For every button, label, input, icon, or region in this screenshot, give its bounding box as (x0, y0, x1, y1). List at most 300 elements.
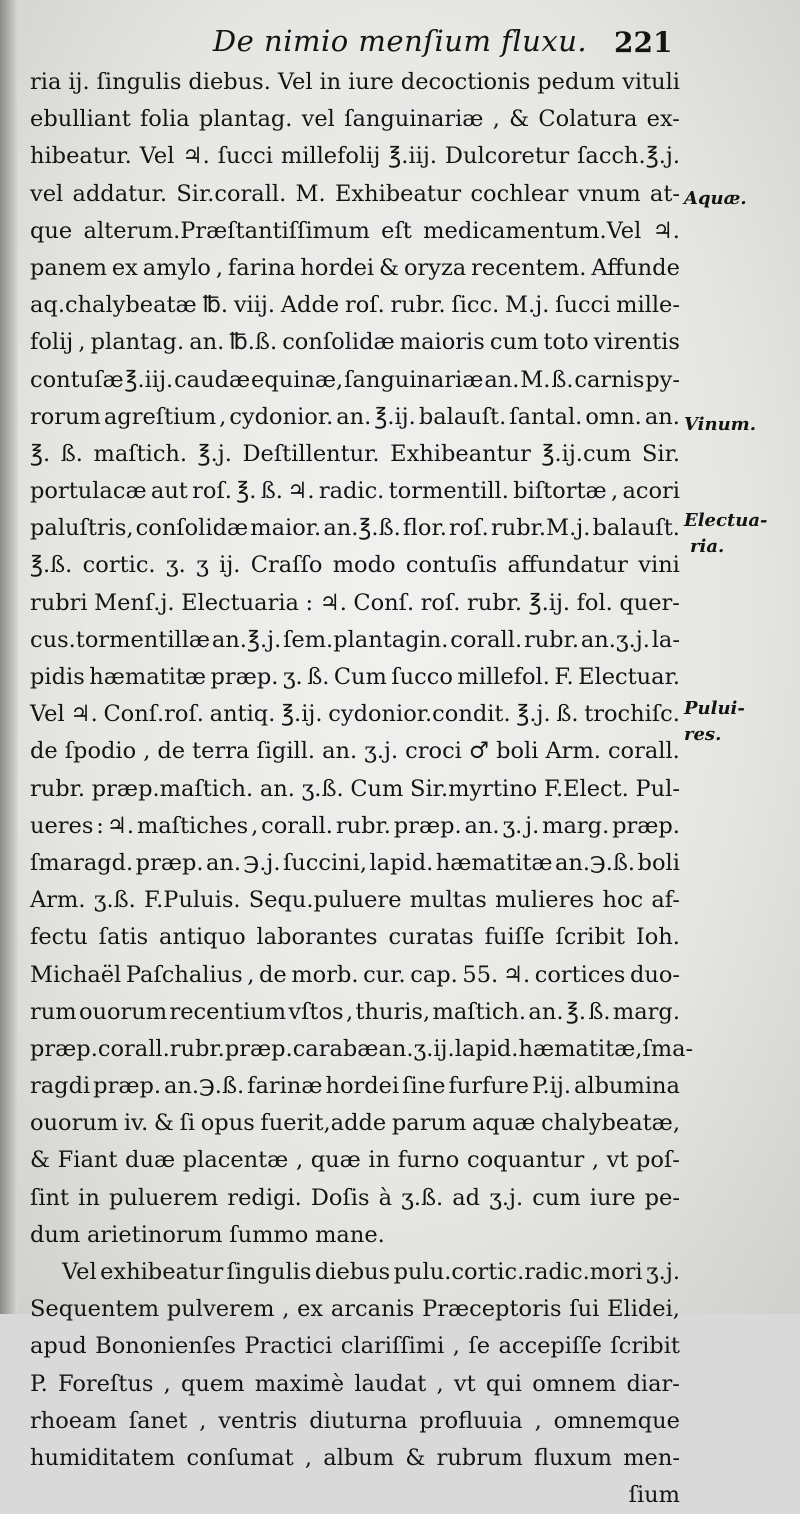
text-word: Paſchalius (125, 961, 243, 988)
text-line (30, 733, 680, 770)
text-word: Vel (277, 69, 313, 95)
text-word: an.℈.ß. (164, 1073, 245, 1100)
text-word: præp. (612, 812, 680, 839)
text-word: ʒ. (502, 812, 523, 839)
text-word: ℥.iij. (124, 366, 174, 393)
text-word: laborantes (256, 924, 378, 951)
text-word: ſine (402, 1073, 446, 1100)
text-word: aquæ (471, 1110, 536, 1137)
margin-note-puluieres-cont: res. (684, 724, 722, 745)
text-word: in (368, 1147, 391, 1174)
text-word: Fiant (57, 1147, 118, 1174)
text-word: iure (348, 69, 394, 95)
text-word: præp. (135, 849, 204, 876)
text-word: hoc (602, 887, 644, 914)
text-word: caudæ (174, 366, 251, 393)
text-word: Dulcoretur (444, 143, 570, 170)
text-word: Colatura (538, 106, 638, 133)
text-word: opus (200, 1110, 255, 1137)
text-word: F.Elect. (543, 775, 629, 802)
text-word: ß. (60, 440, 83, 467)
text-line (30, 585, 680, 622)
text-word: exhibeatur (100, 1259, 224, 1285)
text-word: Adde (280, 292, 340, 319)
text-word: , (215, 254, 224, 281)
text-word: croci (405, 738, 462, 765)
text-word: ſcribit (610, 1333, 680, 1360)
text-word: à (378, 1184, 393, 1211)
text-word: corall.rubr.præp. (97, 1035, 293, 1062)
text-word: præp. (393, 812, 462, 839)
text-word: alterum.Præſtantiſſimum (83, 217, 370, 244)
text-word: coquantur (466, 1147, 585, 1174)
text-word: plantag. (90, 329, 185, 356)
text-word: : (305, 589, 314, 616)
text-word: ſcribit (555, 924, 625, 951)
text-word: : (96, 812, 104, 839)
text-word: cus.tormentillæ (30, 626, 211, 653)
text-word: rhoeam (30, 1407, 117, 1434)
text-word: , (219, 403, 227, 430)
text-word: Craſſo (250, 552, 323, 579)
text-word: ſanguinariæ (344, 106, 484, 133)
text-word: præp. (210, 664, 279, 690)
text-word: conſolidæ (282, 329, 395, 356)
text-word: ueres (30, 812, 94, 839)
text-word: mille- (616, 292, 680, 319)
text-word: conſumat (186, 1444, 294, 1471)
text-word: ℥.iij. (388, 143, 437, 170)
text-word: rubr. (390, 292, 446, 319)
text-word: Electuaria (181, 589, 299, 616)
text-word: viij. (233, 292, 276, 319)
text-word: Practici (244, 1333, 333, 1360)
text-word: , (295, 1147, 304, 1174)
text-word: omnemque (553, 1407, 680, 1434)
text-word: ragdi (30, 1073, 91, 1100)
text-word: , (78, 329, 86, 356)
text-word: ſui (569, 1296, 600, 1323)
text-word: præp.maſtich. (91, 775, 254, 802)
text-word: la- (651, 626, 680, 653)
text-word: fuerit,adde (260, 1110, 387, 1137)
text-word: ſint (30, 1184, 70, 1211)
text-word: carabæ (292, 1035, 379, 1062)
text-word: an.℥.j. (211, 626, 282, 653)
text-line (30, 213, 680, 250)
text-word: toto (543, 329, 589, 356)
text-word: ℔. (202, 292, 229, 319)
text-word: Sir. (641, 440, 680, 467)
text-word: balauſt. (592, 515, 680, 542)
text-word: rubri (30, 589, 88, 616)
text-word: F. (554, 664, 574, 690)
text-word: albumina (573, 1073, 680, 1100)
text-word: marg. (542, 812, 610, 839)
text-word: rubr. (523, 626, 580, 653)
text-word: de (259, 961, 287, 988)
text-word: ℥.j. (197, 440, 232, 467)
text-word: ℥.j. (516, 701, 551, 728)
text-word: M.j. (505, 292, 550, 319)
text-word: ♃. (182, 143, 210, 170)
text-word: addatur. (72, 180, 168, 207)
text-word: Pul- (635, 775, 680, 802)
text-word: Exhibeatur (334, 180, 462, 207)
text-word: ℥.ij. (281, 701, 323, 728)
text-line (30, 547, 680, 584)
text-word: , (345, 998, 354, 1025)
text-word: rum (30, 998, 77, 1025)
text-word: , (282, 1296, 290, 1323)
text-word: ſantal. (509, 403, 583, 430)
text-word: dum (30, 1221, 81, 1248)
text-word: ij. (219, 552, 241, 579)
text-word: Sir.corall. (176, 180, 287, 207)
text-word: rubrum (436, 1444, 523, 1471)
text-word: P. (30, 1370, 48, 1397)
text-word: boli (637, 849, 680, 876)
text-word: M. (295, 180, 326, 207)
text-word: ß. (551, 366, 574, 393)
text-line (30, 957, 680, 994)
text-word: Conſ. (353, 589, 415, 616)
text-word: & (379, 254, 400, 281)
text-word: biſtortæ (513, 478, 607, 505)
text-word: ℥.ß. (30, 552, 73, 579)
text-word: apud (30, 1333, 87, 1360)
text-word: Elidei, (607, 1296, 680, 1323)
text-word: radic. (318, 478, 385, 505)
text-word: Ioh. (635, 924, 680, 951)
text-word: 55. (462, 961, 499, 988)
text-word: , (436, 1370, 444, 1397)
text-word: ouorum (78, 998, 168, 1025)
text-word: vnum (577, 180, 641, 207)
text-word: ℥.ij.cum (541, 440, 632, 467)
text-word: roſ. (192, 478, 232, 505)
text-word: antiq. (209, 701, 276, 728)
text-line (30, 1254, 680, 1291)
text-word: equinæ, (251, 366, 344, 393)
text-line (30, 1068, 680, 1105)
text-word: ex (111, 254, 138, 281)
text-word: ſem.plantagin. (283, 626, 449, 653)
text-word: ſingulis (226, 1259, 312, 1285)
text-word: quæ (310, 1147, 361, 1174)
text-word: vel (301, 106, 335, 133)
text-word: cortices (534, 961, 626, 988)
text-word: folij (30, 329, 74, 356)
text-word: , (610, 478, 619, 505)
text-word: an. (484, 366, 520, 393)
text-word: rubr.M.j. (490, 515, 591, 542)
text-word: ♃. (319, 589, 347, 616)
text-word: ♂ (468, 738, 490, 765)
text-word: corall. (607, 738, 680, 765)
text-word: vt (453, 1370, 476, 1397)
text-word: ſanet (128, 1407, 188, 1434)
text-word: maior. (250, 515, 322, 542)
text-word: ſi (179, 1110, 196, 1137)
text-word: ij. (68, 69, 90, 95)
text-word: pidis (30, 664, 85, 690)
text-word: ʒ.ß. (93, 887, 136, 914)
text-word: Sir.myrtino (410, 775, 538, 802)
text-word: rorum (30, 403, 101, 430)
text-word: hordei (300, 254, 375, 281)
text-word: mulieres (495, 887, 595, 914)
text-line (30, 1328, 680, 1365)
running-title: De nimio menſium fluxu. (212, 24, 588, 58)
text-word: rubr. (30, 775, 86, 802)
text-word: flor. (402, 515, 447, 542)
text-word: redigi. (227, 1184, 302, 1211)
text-word: vt (606, 1147, 629, 1174)
text-line (30, 994, 680, 1031)
text-word: ℥. (565, 998, 586, 1025)
text-word: ſingulis (96, 69, 182, 95)
text-word: Sequ.puluere (248, 887, 402, 914)
text-word: rubr. (335, 812, 391, 839)
text-word: medicamentum.Vel (423, 217, 642, 244)
text-line (30, 1440, 680, 1477)
text-word: chalybeatæ, (541, 1110, 680, 1137)
text-word: ℈.j. (243, 849, 281, 876)
text-word: maſtich. (93, 440, 188, 467)
text-word: millefolij (280, 143, 381, 170)
text-line (30, 510, 680, 547)
text-word: trochiſc. (584, 701, 680, 728)
text-word: arcanis (330, 1296, 415, 1323)
text-word: de (157, 738, 186, 765)
text-word: an.℈.ß. (554, 849, 636, 876)
text-word: portulacæ (30, 478, 147, 505)
text-line (30, 436, 680, 473)
text-word: diar- (626, 1370, 680, 1397)
text-word: Conſ.roſ. (103, 701, 204, 728)
text-word: carnis (574, 366, 645, 393)
text-word: oryza (403, 254, 467, 281)
text-word: iure (589, 1184, 636, 1211)
text-line (30, 64, 680, 101)
text-line (30, 696, 680, 733)
text-word: & (30, 1147, 51, 1174)
text-word: duo- (629, 961, 680, 988)
text-word: ℔.ß. (229, 329, 278, 356)
text-line (30, 1366, 680, 1403)
text-word: ʒ.ß. (301, 775, 344, 802)
text-word: diebus (314, 1259, 391, 1285)
text-line (30, 250, 680, 287)
text-word: ſucci (555, 292, 611, 319)
text-word: vini (638, 552, 680, 579)
text-word: ʒ. (282, 664, 303, 690)
text-word: ♃. (652, 217, 680, 244)
text-word: af- (651, 887, 680, 914)
text-word: ſanguinariæ (344, 366, 484, 393)
text-word: ouorum (30, 1110, 119, 1137)
text-word: rubr. (466, 589, 523, 616)
text-word: quer- (619, 589, 680, 616)
page-number: 221 (614, 26, 673, 59)
text-word: morb. (291, 961, 359, 988)
text-word: lapid. (369, 849, 434, 876)
text-word: Exhibeantur (390, 440, 531, 467)
text-word: Cum (333, 664, 387, 690)
text-word: marg. (612, 998, 680, 1025)
text-word: modo (332, 552, 396, 579)
text-word: an.ʒ.j. (580, 626, 650, 653)
text-word: omnem (532, 1370, 617, 1397)
text-word: conſolidæ (135, 515, 249, 542)
text-word: in (78, 1184, 100, 1211)
text-word: an. (189, 329, 225, 356)
text-word: poſ- (636, 1147, 680, 1174)
text-word: , (492, 106, 500, 133)
page-header (0, 24, 800, 64)
text-word: & (509, 106, 530, 133)
text-word: ſucci (217, 143, 273, 170)
text-word: profluuia (419, 1407, 523, 1434)
text-word: ʒ.j. (489, 1184, 524, 1211)
text-word: an. (336, 403, 372, 430)
text-word: Michaël (30, 961, 122, 988)
text-word: agreſtium (103, 403, 217, 430)
text-word: aut (150, 478, 188, 505)
text-word: millefol. (457, 664, 550, 690)
text-word: ʒ. (165, 552, 186, 579)
text-word: que (30, 217, 73, 244)
text-word: fectu (30, 924, 88, 951)
text-word: ſatis (98, 924, 149, 951)
text-word: ex- (646, 106, 680, 133)
text-word: Sequentem (30, 1296, 160, 1323)
text-word: F.Puluis. (144, 887, 241, 914)
text-word: Electuar. (578, 664, 680, 690)
text-word: antiquo (159, 924, 246, 951)
text-word: Deſtillentur. (242, 440, 380, 467)
text-word: duæ (125, 1147, 176, 1174)
text-word: in (319, 69, 342, 95)
text-word: an. (644, 403, 680, 430)
text-word: an. (464, 812, 500, 839)
text-word: ſmaragd. (30, 849, 134, 876)
text-word: ♃. (70, 701, 98, 728)
text-word: furno (397, 1147, 460, 1174)
text-word: maximè (254, 1370, 345, 1397)
text-word: , (247, 961, 255, 988)
text-line (30, 1105, 680, 1142)
text-word: diebus. (188, 69, 271, 95)
text-word: de (30, 738, 58, 765)
text-word: corall. (450, 626, 523, 653)
text-word: an. (322, 738, 358, 765)
text-word: , (591, 1147, 600, 1174)
text-word: hæmatitæ (435, 849, 553, 876)
text-line (30, 1291, 680, 1328)
text-word: pe- (644, 1184, 680, 1211)
text-word: ß. (260, 478, 283, 505)
text-word: men- (623, 1444, 680, 1471)
text-word: ebulliant (30, 106, 131, 133)
text-word: cum (489, 329, 539, 356)
text-word: ʒ.ij. (413, 1035, 455, 1062)
text-word: ʒ.ß. (401, 1184, 444, 1211)
text-line (30, 324, 680, 361)
text-word: amylo (142, 254, 211, 281)
text-word: affundatur (507, 552, 628, 579)
text-word: cydonior.condit. (328, 701, 511, 728)
text-word: at- (649, 180, 680, 207)
text-word: plantag. (198, 106, 293, 133)
text-word: & (153, 1110, 174, 1137)
text-word: , (452, 1333, 460, 1360)
text-word: , (534, 1407, 542, 1434)
text-word: ℥. (236, 478, 257, 505)
text-word: parum (391, 1110, 467, 1137)
text-line (30, 1031, 694, 1068)
text-word: paluſtris, (30, 515, 134, 542)
text-word: & (405, 1444, 426, 1471)
text-word: panem (30, 254, 107, 281)
text-word: Vel (62, 1259, 97, 1285)
text-word: ♃. (502, 961, 531, 988)
text-word: Cum (350, 775, 404, 802)
text-word: ♃. (106, 812, 135, 839)
margin-note-electuaria: Electua- (684, 510, 768, 531)
text-word: qui (485, 1370, 522, 1397)
page-edge-shadow (0, 0, 18, 1314)
text-word: recentium (169, 998, 287, 1025)
text-word: cydonior. (229, 403, 334, 430)
text-word: Bononienſes (95, 1333, 236, 1360)
text-word: balauſt. (418, 403, 507, 430)
text-word: an. (259, 775, 295, 802)
text-word: Præceptoris (422, 1296, 562, 1323)
text-word: , (251, 812, 259, 839)
text-line (30, 1217, 680, 1254)
text-line (30, 399, 680, 436)
text-word: ria (30, 69, 62, 95)
text-line (30, 101, 680, 138)
text-word: Vel (139, 143, 175, 170)
text-word: contuſis (405, 552, 498, 579)
text-word: ℥.ij. (374, 403, 416, 430)
text-word: ℥.ij. (528, 589, 571, 616)
text-word: Vel (30, 701, 65, 728)
text-word: virentis (593, 329, 680, 356)
text-line (30, 1180, 680, 1217)
text-word: vituli (622, 69, 680, 95)
text-word: cochlear (470, 180, 569, 207)
text-word: maſtiches (136, 812, 249, 839)
text-word: thuris, (355, 998, 431, 1025)
text-word: humiditatem (30, 1444, 176, 1471)
text-word: ſucco (391, 664, 453, 690)
text-word: vſtos (288, 998, 344, 1025)
text-word: Arm. (30, 887, 86, 914)
text-word: M. (520, 366, 551, 393)
text-word: roſ. (449, 515, 489, 542)
text-word: vel (30, 180, 64, 207)
text-word: ʒ.j. (364, 738, 399, 765)
text-word: corall. (261, 812, 333, 839)
text-word: pulu.cortic.radic.mori (393, 1259, 643, 1285)
text-word: ſpodio (64, 738, 137, 765)
text-word: aq.chalybeatæ (30, 292, 197, 319)
text-line (30, 362, 680, 399)
